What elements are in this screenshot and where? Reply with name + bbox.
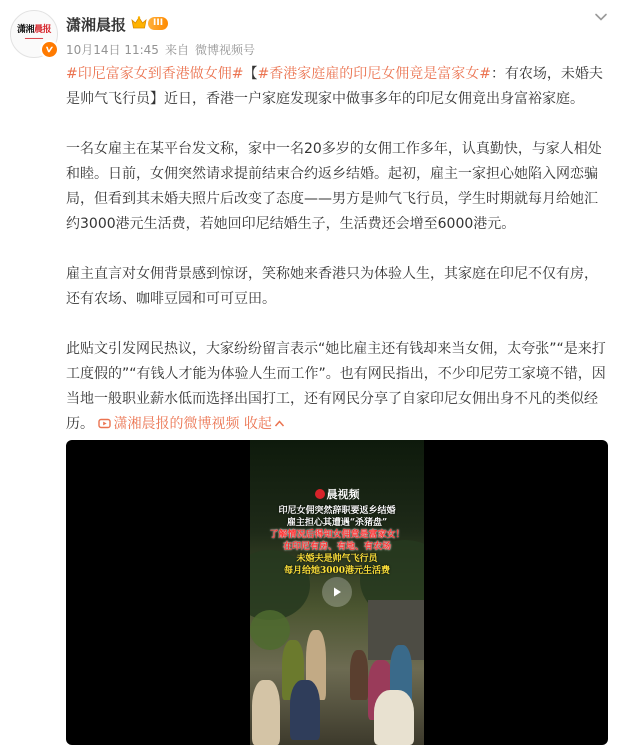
collapse-label: 收起 (243, 416, 272, 432)
lead-text: ：有农场，未婚夫是帅气飞行员】近日，香港一户家庭发现家中做事多年的印尼女佣竟出身富裕家庭。 (66, 66, 603, 107)
play-icon (330, 585, 344, 599)
channel-logo-icon (315, 489, 325, 499)
verified-icon (40, 40, 59, 59)
hashtag-link[interactable]: #香港家庭雇的印尼女佣竟是富家女# (257, 66, 491, 82)
paragraph: 雇主直言对女佣背景感到惊讶，笑称她来香港只为体验人生，其家庭在印尼不仅有房，还有农场、咖啡豆园和可可豆田。 (66, 266, 598, 307)
video-caption: 了解情况后得知女佣竟是富家女！ (269, 530, 405, 540)
bracket-open: 【 (243, 66, 258, 82)
video-icon (98, 417, 111, 430)
video-player[interactable] (66, 440, 608, 745)
post-content (66, 62, 608, 462)
crown-icon[interactable] (131, 16, 147, 30)
lead-paragraph (66, 62, 608, 112)
video-caption: 在印尼有房、有地、有农场 (282, 542, 391, 552)
video-link[interactable] (98, 416, 239, 432)
chevron-down-icon[interactable] (594, 10, 608, 24)
video-frame (250, 440, 424, 745)
video-caption: 印尼女佣突然辞职要返乡结婚 (278, 506, 396, 516)
hashtag-link[interactable]: #印尼富家女到香港做女佣# (66, 66, 244, 82)
source-prefix: 来自 (164, 43, 189, 57)
video-caption: 雇主担心其遭遇“杀猪盘” (286, 518, 388, 528)
logo-text-a: 潇湘 (16, 25, 34, 35)
post-time[interactable]: 10月14日 11:45 (66, 43, 159, 57)
video-caption: 未婚夫是帅气飞行员 (296, 554, 378, 564)
source-link[interactable]: 微博视频号 (194, 43, 255, 57)
video-caption: 每月给她3000港元生活费 (283, 566, 391, 576)
channel-name: 晨视频 (326, 488, 360, 501)
logo-underline: ━━━━━━ (24, 36, 44, 42)
vip-level-badge[interactable]: III (148, 17, 168, 30)
paragraph: 一名女雇主在某平台发文称，家中一名20多岁的女佣工作多年，认真勤快，与家人相处和睦。日前，女佣突然请求提前结束合约返乡结婚。起初，雇主一家担心她陷入网恋骗局，但看到其未婚夫照片后改变了态度——男方是帅气飞行员，学生时期就每月给她汇约3000港元生活费，若她回印尼结婚生子，生活费还会增至6000港元。 (66, 141, 602, 232)
paragraph (66, 337, 608, 437)
logo-text-b: 晨报 (34, 25, 52, 35)
avatar[interactable] (10, 10, 58, 58)
video-link-text: 潇湘晨报的微博视频 (113, 416, 240, 432)
paragraph-text: 此贴文引发网民热议，大家纷纷留言表示“她比雇主还有钱却来当女佣，太夸张”“是来打工度假的”“有钱人才能为体验人生而工作”。也有网民指出，不少印尼劳工家境不错，因当地一般职业薪水低而选择出国打工，还有网民分享了自家印尼女佣出身不凡的类似经历。 (66, 341, 606, 432)
video-channel-label (250, 486, 424, 502)
play-button[interactable] (322, 577, 352, 607)
post-meta (66, 41, 261, 58)
username[interactable]: 潇湘晨报 (66, 16, 127, 34)
collapse-button[interactable] (244, 416, 285, 432)
chevron-up-icon (274, 419, 285, 428)
